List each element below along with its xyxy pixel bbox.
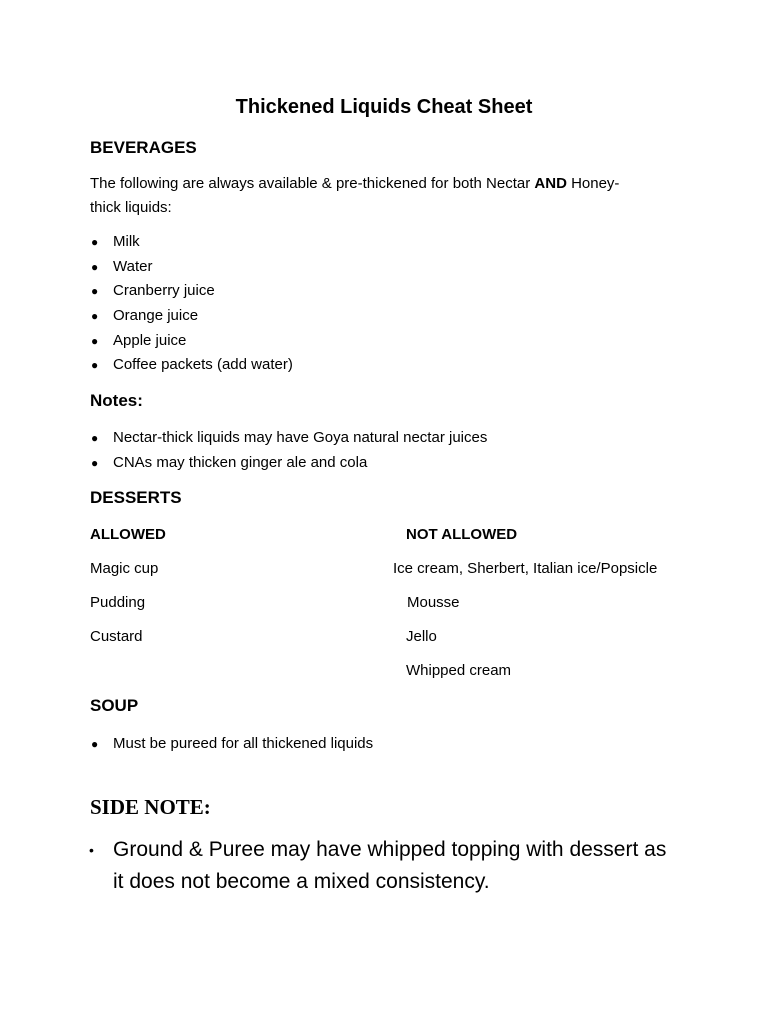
side-note-line: it does not become a mixed consistency. (113, 870, 490, 893)
beverages-intro-text-1: The following are always available & pre-thickened for both Nectar (90, 175, 535, 192)
beverages-intro (90, 175, 619, 192)
bullet-icon: ● (91, 309, 99, 324)
page-title: Thickened Liquids Cheat Sheet (235, 96, 533, 118)
bullet-icon: ● (91, 235, 99, 249)
list-item-text: Apple juice (113, 331, 187, 349)
list-item-text: Water (113, 257, 153, 275)
list-item-text: Must be pureed for all thickened liquids (113, 735, 374, 752)
list-item (91, 306, 293, 331)
side-note-item (89, 834, 667, 898)
list-item (91, 734, 374, 759)
not-allowed-item: Ice cream, Sherbert, Italian ice/Popsicle (393, 560, 658, 577)
beverages-list (91, 232, 293, 380)
side-note-heading: SIDE NOTE: (90, 795, 211, 819)
list-item (91, 355, 293, 380)
list-item-text: CNAs may thicken ginger ale and cola (113, 453, 368, 471)
beverages-intro-text-2: Honey- (566, 175, 620, 192)
list-item (91, 257, 293, 282)
allowed-item: Magic cup (90, 560, 159, 577)
allowed-item: Custard (90, 628, 143, 645)
list-item-text: Coffee packets (add water) (113, 356, 293, 374)
not-allowed-item: Mousse (407, 594, 460, 611)
not-allowed-item: Jello (406, 628, 437, 645)
beverages-intro-line2: thick liquids: (90, 199, 172, 216)
bullet-icon: ● (91, 431, 99, 445)
list-item (91, 232, 293, 257)
list-item (91, 281, 293, 306)
notes-heading: Notes: (90, 391, 143, 410)
list-item-text: Cranberry juice (113, 282, 215, 300)
side-note-line: Ground & Puree may have whipped topping with dessert as (113, 838, 667, 861)
soup-heading: SOUP (90, 696, 139, 715)
list-item-text: Nectar-thick liquids may have Goya natural nectar juices (113, 429, 488, 446)
list-item (91, 453, 487, 478)
notes-list (91, 428, 488, 477)
list-item-text: Orange juice (113, 307, 199, 325)
not-allowed-column-header: NOT ALLOWED (406, 526, 518, 543)
list-item (91, 428, 488, 453)
bullet-icon: ● (91, 333, 99, 348)
list-item-text: Milk (113, 233, 140, 250)
list-item (91, 331, 293, 356)
bullet-icon: ● (91, 259, 99, 274)
bullet-icon: ● (91, 284, 99, 299)
beverages-intro-bold: AND (534, 175, 567, 192)
allowed-column-header: ALLOWED (90, 526, 166, 543)
not-allowed-item: Whipped cream (406, 662, 512, 679)
desserts-heading: DESSERTS (90, 488, 182, 507)
bullet-icon: • (89, 842, 94, 858)
beverages-heading: BEVERAGES (90, 138, 197, 157)
allowed-item: Pudding (90, 594, 146, 611)
bullet-icon: ● (91, 737, 99, 751)
bullet-icon: ● (91, 358, 99, 373)
bullet-icon: ● (91, 455, 99, 470)
soup-list (91, 734, 374, 759)
